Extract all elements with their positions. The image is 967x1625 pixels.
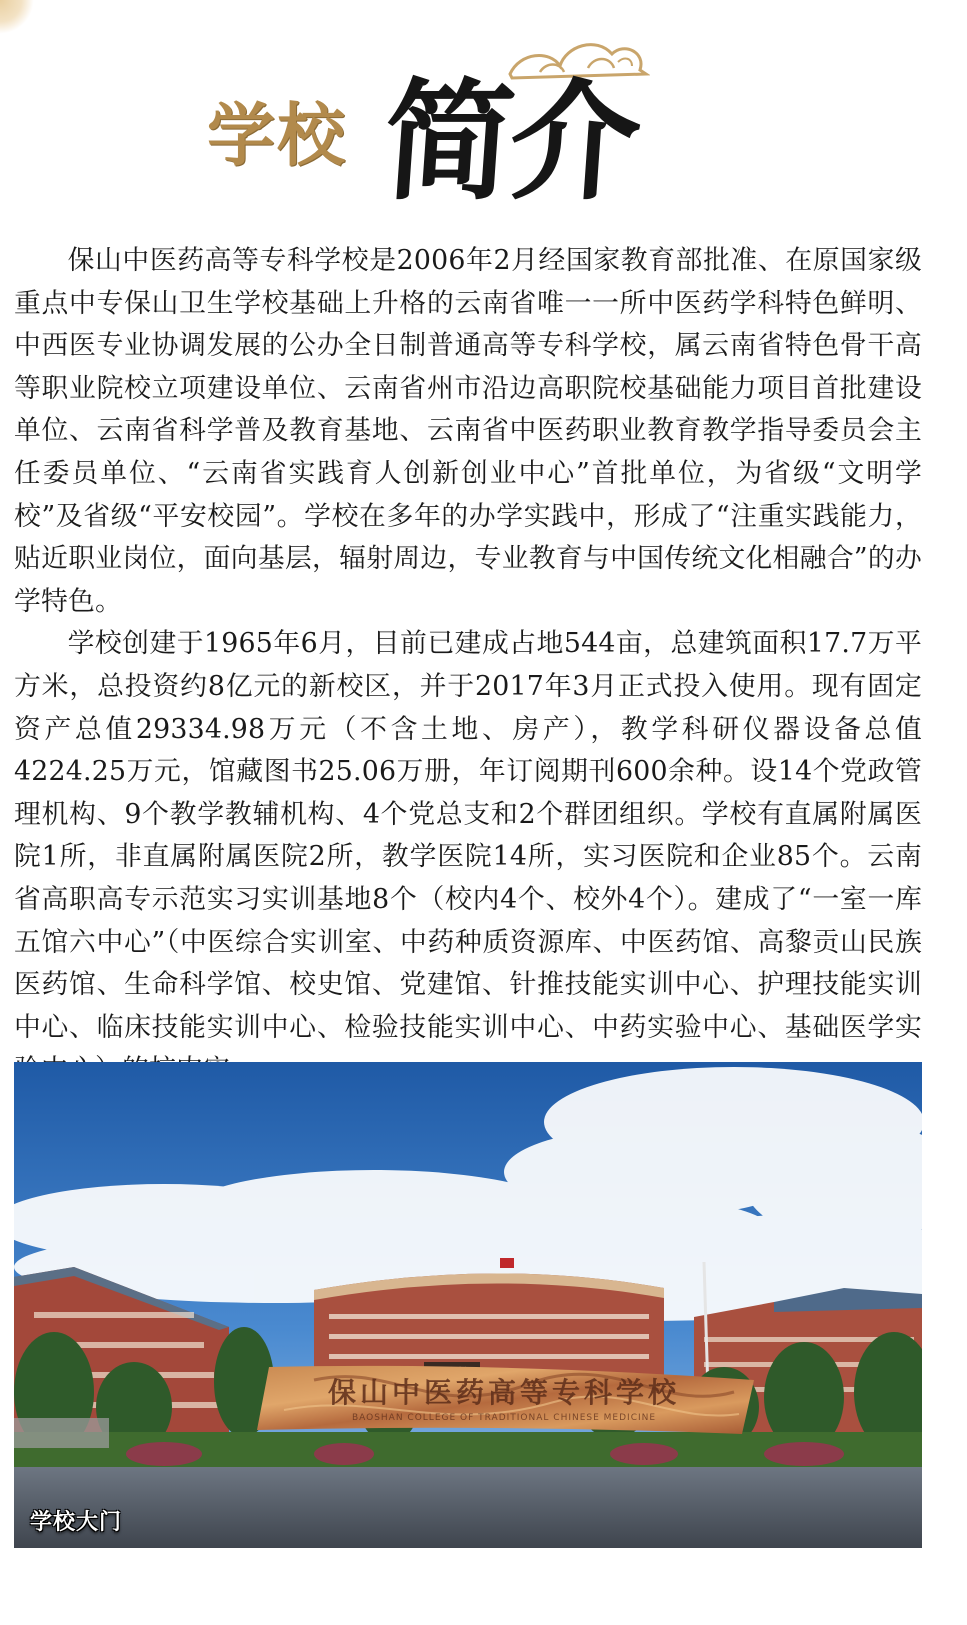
campus-gate-photo <box>14 1062 922 1548</box>
campus-gate-illustration <box>14 1062 922 1548</box>
paragraph-1: 保山中医药高等专科学校是2006年2月经国家教育部批准、在原国家级重点中专保山卫生学校基础上升格的云南省唯一一所中医药学科特色鲜明、中西医专业协调发展的公办全日制普通高等专科学校，属云南省特色骨干高等职业院校立项建设单位、云南省州市沿边高职院校基础能力项目首批建设单位、云南省科学普及教育基地、云南省中医药职业教育教学指导委员会主任委员单位、“云南省实践育人创新创业中心”首批单位，为省级“文明学校”及省级“平安校园”。学校在多年的办学实践中，形成了“注重实践能力，贴近职业岗位，面向基层，辐射周边，专业教育与中国传统文化相融合”的办学特色。 <box>14 245 922 617</box>
corner-ornament <box>0 0 34 34</box>
title-part-1: 学校 <box>207 96 348 176</box>
page-title <box>195 20 665 220</box>
title-part-2: 简介 <box>378 65 642 218</box>
photo-caption: 学校大门 <box>30 1510 123 1535</box>
article-body <box>14 240 922 1092</box>
monument-inscription-en: BAOSHAN COLLEGE OF TRADITIONAL CHINESE MEDICINE <box>351 1413 657 1423</box>
monument-inscription: 保山中医药高等专科学校 <box>327 1376 681 1409</box>
paragraph-2: 学校创建于1965年6月，目前已建成占地544亩，总建筑面积17.7万平方米，总投资约8亿元的新校区，并于2017年3月正式投入使用。现有固定资产总值29334.98万元（不含土地、房产），教学科研仪器设备总值4224.25万元，馆藏图书25.06万册，年订阅期刊600余种。设14个党政管理机构、9个教学教辅机构、4个党总支和2个群团组织。学校有直属附属医院1所，非直属附属医院2所，教学医院14所，实习医院和企业85个。云南省高职高专示范实习实训基地8个（校内4个、校外4个）。建成了“一室一库五馆六中心”（中医综合实训室、中药种质资源库、中医药馆、高黎贡山民族医药馆、生命科学馆、校史馆、党建馆、针推技能实训中心、护理技能实训中心、临床技能实训中心、检验技能实训中心、中药实验中心、基础医学实 <box>14 628 922 1043</box>
